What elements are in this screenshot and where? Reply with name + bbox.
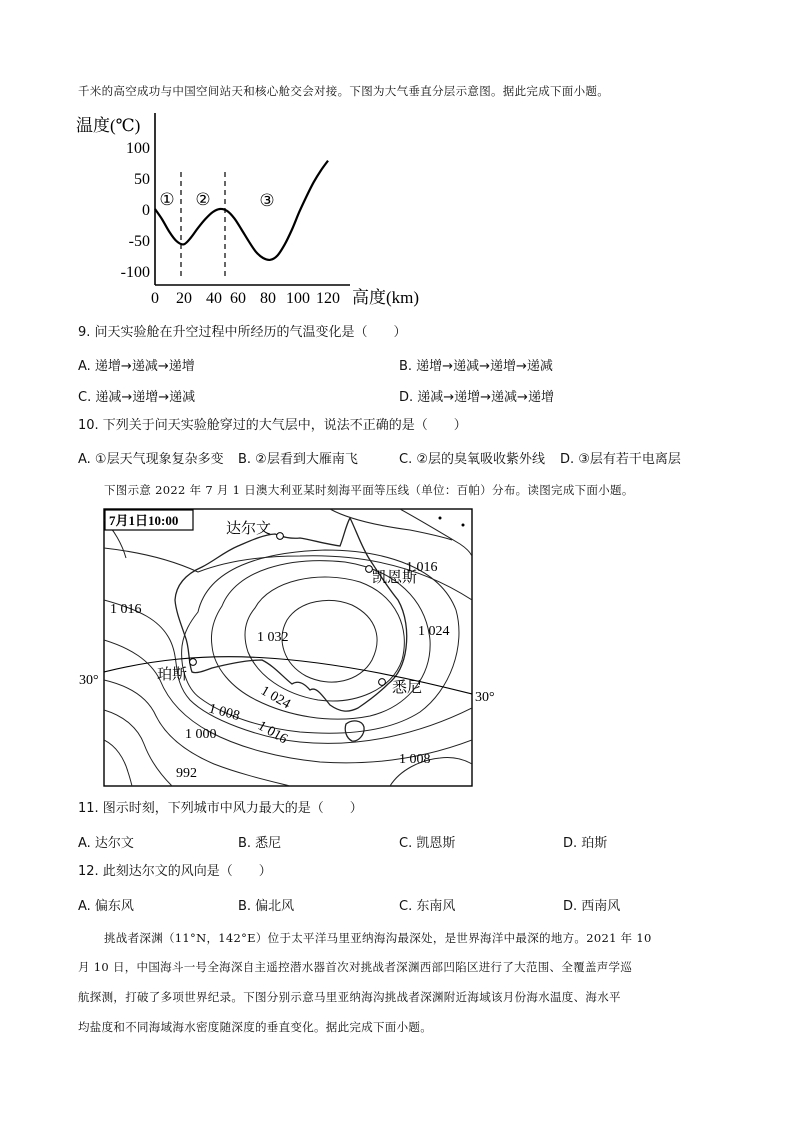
isobar-label-1024-s: 1 024 [258, 683, 293, 713]
y-tick-minus50: -50 [128, 233, 150, 250]
island-dot [462, 524, 465, 527]
x-tick-20: 20 [176, 290, 192, 307]
map-frame [104, 509, 472, 786]
y-tick-0: 0 [142, 202, 150, 219]
city-darwin: 达尔文 [226, 521, 272, 537]
q11-option-b[interactable]: B. 悉尼 [238, 836, 282, 851]
layer-label-3: ③ [259, 191, 275, 210]
x-tick-60: 60 [230, 290, 246, 307]
isobar-label-1016-w: 1 016 [110, 602, 142, 617]
city-cairns: 凯恩斯 [372, 570, 418, 586]
latitude-label-left: 30° [79, 673, 99, 688]
q11-stem: 11. 图示时刻，下列城市中风力最大的是（ ） [78, 801, 363, 816]
q9-option-c[interactable]: C. 递减→递增→递减 [78, 390, 196, 405]
perth-marker [190, 659, 197, 666]
layer-label-2: ② [195, 190, 211, 209]
city-perth: 珀斯 [157, 667, 188, 683]
q9-option-d[interactable]: D. 递减→递增→递减→递增 [399, 390, 554, 405]
q10-option-c[interactable]: C. ②层的臭氧吸收紫外线 [399, 452, 545, 467]
city-sydney: 悉尼 [392, 680, 423, 696]
isobar-label-1008-se: 1 008 [399, 752, 431, 767]
isobar-label-1016-s: 1 016 [255, 718, 290, 748]
q10-option-a[interactable]: A. ①层天气现象复杂多变 [78, 452, 224, 467]
layer-label-1: ① [159, 190, 175, 209]
y-tick-100: 100 [126, 140, 150, 157]
q10-option-d[interactable]: D. ③层有若干电离层 [560, 452, 681, 467]
intro-text: 千米的高空成功与中国空间站天和核心舱交会对接。下图为大气垂直分层示意图。据此完成下面小题。 [78, 84, 609, 98]
isobar-label-1000: 1 000 [185, 727, 217, 742]
y-tick-50: 50 [134, 171, 150, 188]
x-tick-40: 40 [206, 290, 222, 307]
x-axis-label: 高度(km) [352, 288, 420, 307]
q12-option-d[interactable]: D. 西南风 [563, 899, 621, 914]
sydney-marker [379, 679, 386, 686]
y-axis-label: 温度(℃) [76, 116, 141, 135]
q11-option-a[interactable]: A. 达尔文 [78, 836, 134, 851]
x-tick-80: 80 [260, 290, 276, 307]
q11-option-d[interactable]: D. 珀斯 [563, 836, 608, 851]
isobar-label-992: 992 [176, 766, 197, 781]
island-dot [439, 517, 442, 520]
x-tick-100: 100 [286, 290, 310, 307]
isobar-label-1016-ne: 1 016 [406, 560, 438, 575]
q9-option-b[interactable]: B. 递增→递减→递增→递减 [399, 359, 553, 374]
isobar-label-1008-s: 1 008 [206, 701, 242, 725]
paragraph-line-1: 挑战者深渊（11°N，142°E）位于太平洋马里亚纳海沟最深处，是世界海洋中最深的地方。2021 年 10 [104, 931, 652, 945]
paragraph-line-2: 月 10 日，中国海斗一号全海深自主遥控潜水器首次对挑战者深渊西部凹陷区进行了大范围、全覆盖声学巡 [78, 960, 633, 974]
x-tick-0: 0 [151, 290, 159, 307]
q12-option-b[interactable]: B. 偏北风 [238, 899, 295, 914]
isobar-label-1032: 1 032 [257, 630, 289, 645]
q9-option-a[interactable]: A. 递增→递减→递增 [78, 359, 195, 374]
q12-option-a[interactable]: A. 偏东风 [78, 899, 134, 914]
map-intro-text: 下图示意 2022 年 7 月 1 日澳大利亚某时刻海平面等压线（单位：百帕）分布。读图完成下面小题。 [104, 483, 634, 497]
time-label: 7月1日10:00 [109, 513, 179, 528]
isobar-label-1024-e: 1 024 [418, 624, 450, 639]
paragraph-line-3: 航探测，打破了多项世界纪录。下图分别示意马里亚纳海沟挑战者深渊附近海域该月份海水温度、海水平 [78, 990, 621, 1004]
q12-option-c[interactable]: C. 东南风 [399, 899, 456, 914]
q10-stem: 10. 下列关于问天实验舱穿过的大气层中，说法不正确的是（ ） [78, 418, 467, 433]
q10-option-b[interactable]: B. ②层看到大雁南飞 [238, 452, 358, 467]
x-tick-120: 120 [316, 290, 340, 307]
q11-option-c[interactable]: C. 凯恩斯 [399, 836, 456, 851]
q9-stem: 9. 问天实验舱在升空过程中所经历的气温变化是（ ） [78, 325, 407, 340]
darwin-marker [277, 533, 284, 540]
paragraph-line-4: 均盐度和不同海域海水密度随深度的垂直变化。据此完成下面小题。 [78, 1020, 432, 1034]
y-tick-minus100: -100 [120, 264, 150, 281]
q12-stem: 12. 此刻达尔文的风向是（ ） [78, 864, 272, 879]
latitude-label-right: 30° [475, 690, 495, 705]
